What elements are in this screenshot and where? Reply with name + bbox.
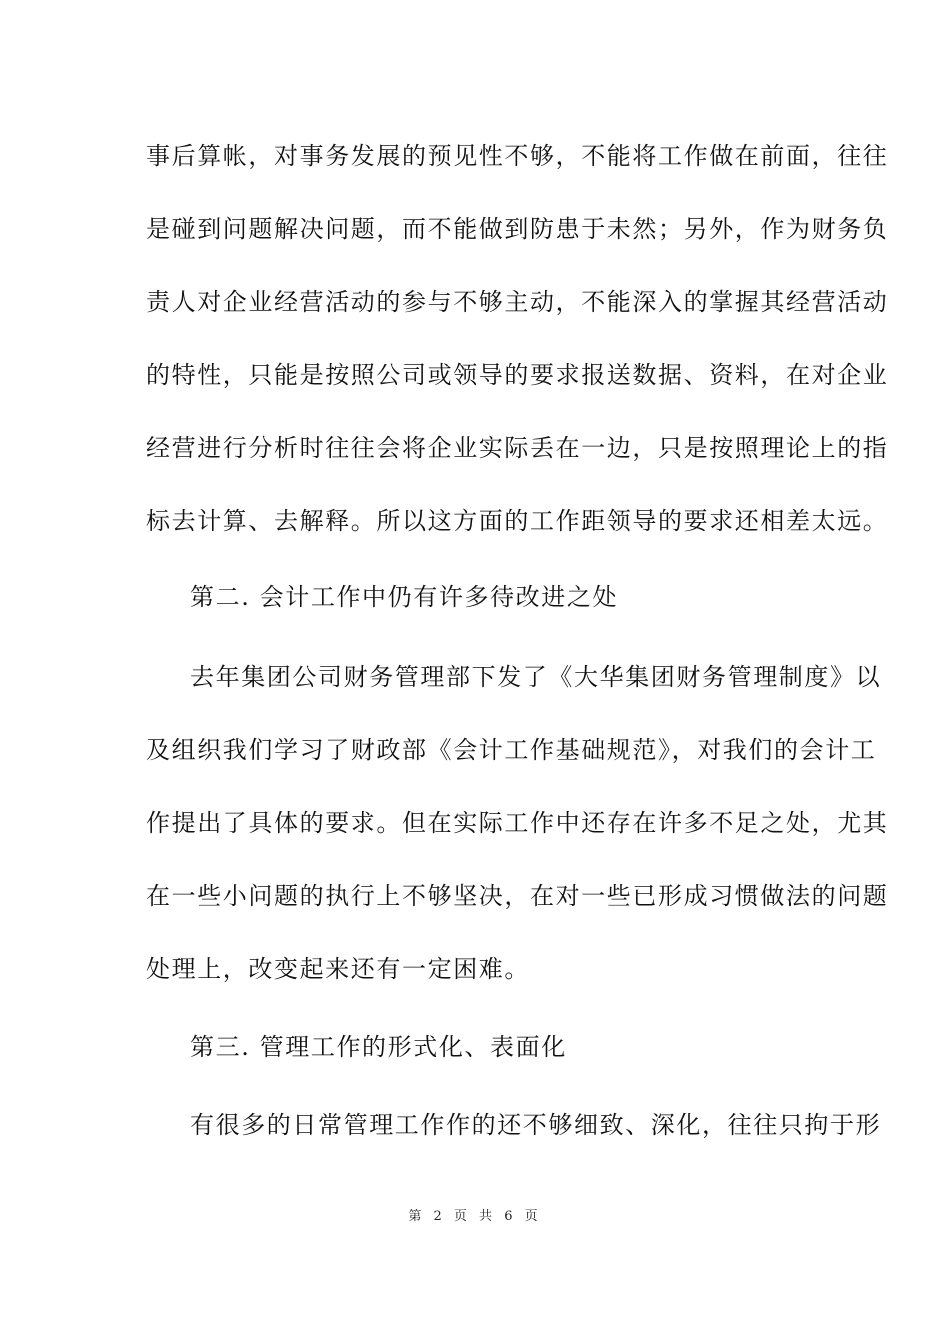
body-text-line: 在一些小问题的执行上不够坚决，在对一些已形成习惯做法的问题 — [146, 882, 889, 910]
body-text-line: 作提出了具体的要求。但在实际工作中还存在许多不足之处，尤其 — [146, 809, 889, 837]
section-heading: 第二. 会计工作中仍有许多待改进之处 — [190, 583, 619, 611]
body-text-line: 事后算帐，对事务发展的预见性不够，不能将工作做在前面，往往 — [146, 142, 889, 170]
body-text-line: 的特性，只能是按照公司或领导的要求报送数据、资料，在对企业 — [146, 361, 889, 389]
body-text-line: 标去计算、去解释。所以这方面的工作距领导的要求还相差太远。 — [146, 507, 889, 535]
body-text-line: 处理上，改变起来还有一定困难。 — [146, 955, 530, 983]
paragraph-first-line: 去年集团公司财务管理部下发了《大华集团财务管理制度》以 — [190, 663, 882, 691]
body-text-line: 是碰到问题解决问题，而不能做到防患于未然；另外，作为财务负 — [146, 215, 889, 243]
page-number-footer: 第 2 页 共 6 页 — [408, 1209, 542, 1224]
body-text-line: 经营进行分析时往往会将企业实际丢在一边，只是按照理论上的指 — [146, 434, 889, 462]
body-text-line: 及组织我们学习了财政部《会计工作基础规范》，对我们的会计工 — [146, 736, 877, 764]
body-text-line: 责人对企业经营活动的参与不够主动，不能深入的掌握其经营活动 — [146, 288, 889, 316]
section-heading: 第三. 管理工作的形式化、表面化 — [190, 1033, 567, 1061]
paragraph-first-line: 有很多的日常管理工作作的还不够细致、深化，往往只拘于形 — [190, 1111, 882, 1139]
